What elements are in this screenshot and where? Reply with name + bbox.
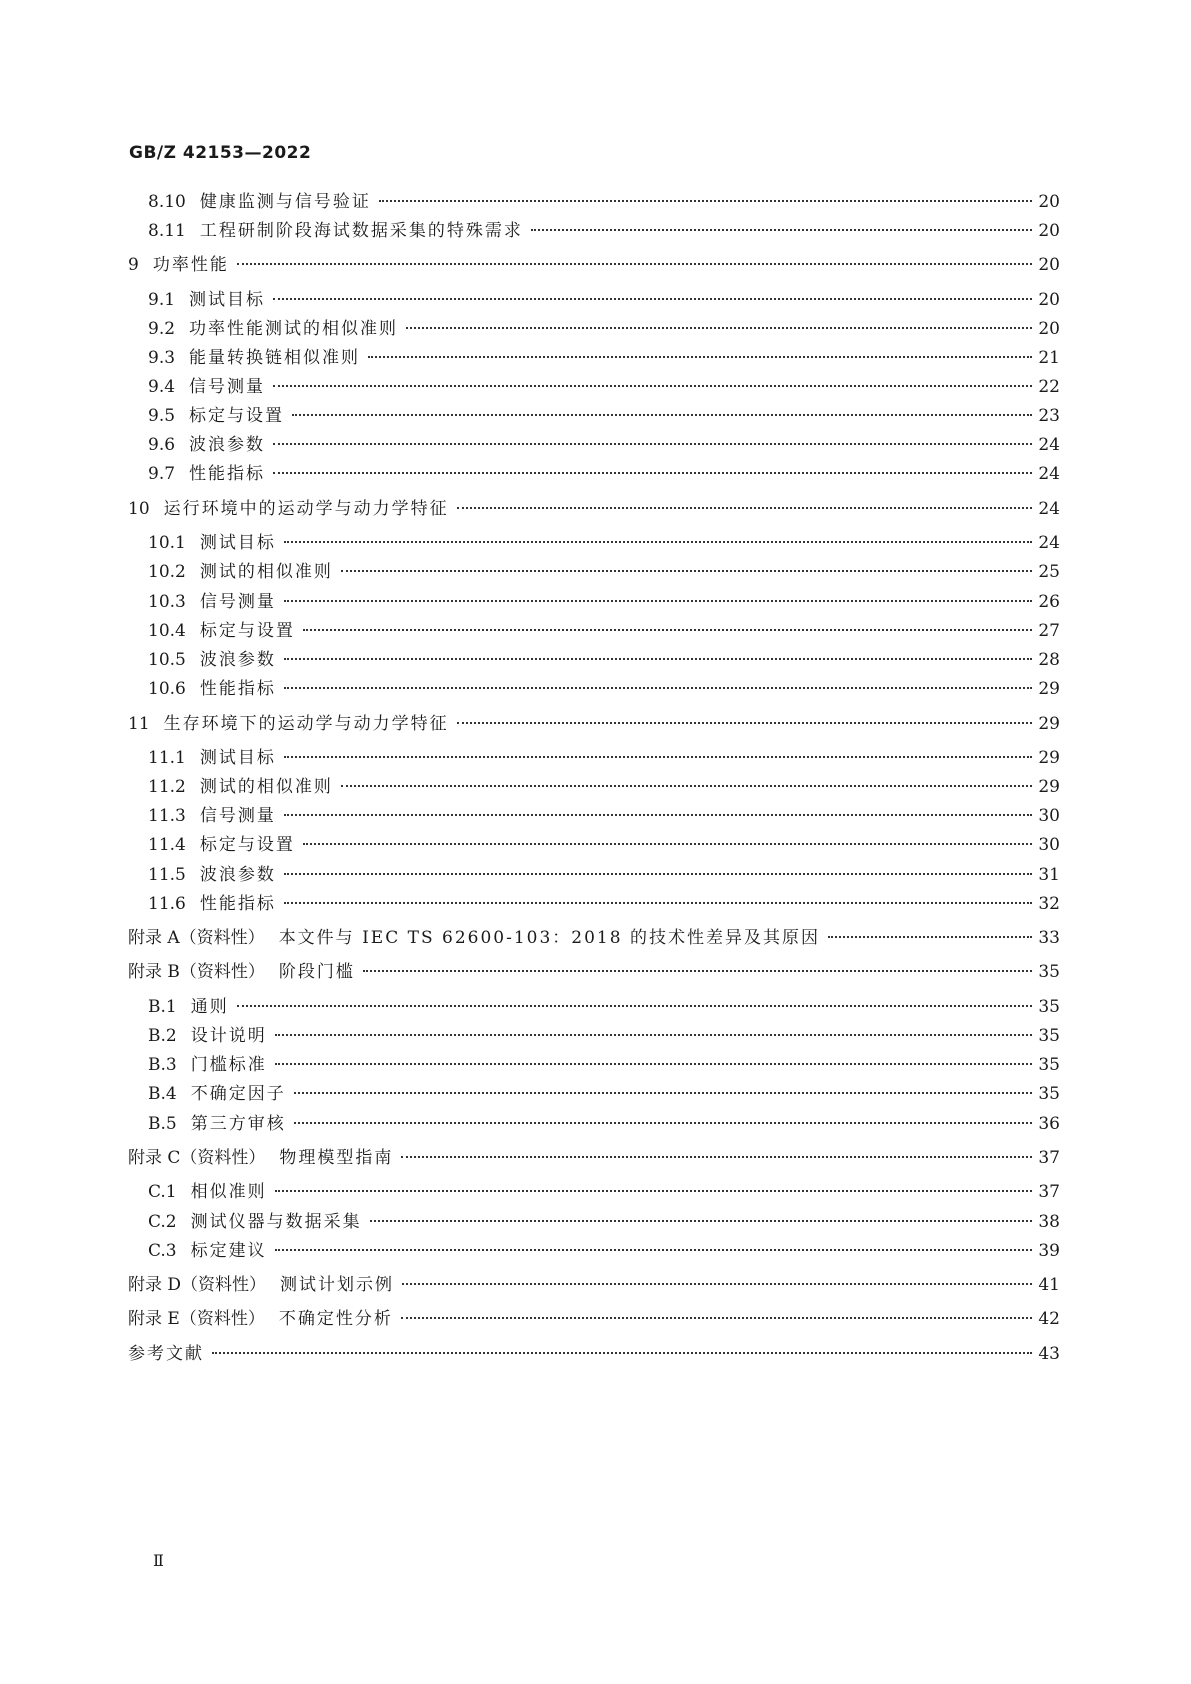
toc-entry-page: 28 [1038, 650, 1060, 670]
toc-leader-dots [284, 885, 1032, 909]
toc-entry-number: 10.3 [148, 592, 186, 612]
toc-entry-number: 9.2 [148, 319, 176, 339]
toc-entry-title: 设计说明 [190, 1026, 267, 1046]
toc-leader-dots [402, 1266, 1032, 1290]
toc-leader-dots [341, 768, 1032, 792]
toc-entry-title: 门槛标准 [190, 1055, 267, 1075]
toc-entry[interactable] [148, 885, 1060, 914]
toc-entry-title: 参考文献 [128, 1344, 204, 1364]
toc-leader-dots [237, 246, 1032, 270]
toc-entry-title: 标定建议 [190, 1241, 267, 1261]
toc-entry-page: 31 [1038, 865, 1060, 885]
toc-entry-number: 11.3 [148, 806, 186, 826]
toc-entry-number: B.5 [148, 1114, 177, 1134]
toc-entry-page: 42 [1038, 1309, 1060, 1329]
document-code: GB/Z 42153—2022 [129, 143, 312, 163]
toc-entry[interactable] [148, 1232, 1060, 1261]
toc-entry[interactable] [148, 368, 1060, 397]
toc-entry-page: 20 [1038, 221, 1060, 241]
toc-leader-dots [275, 1046, 1032, 1070]
toc-entry-title: 性能指标 [199, 894, 276, 914]
toc-entry[interactable] [128, 490, 1060, 519]
toc-entry[interactable] [148, 988, 1060, 1017]
toc-entry-page: 32 [1038, 894, 1060, 914]
toc-entry-title: 标定与设置 [199, 621, 295, 641]
toc-entry[interactable] [128, 953, 1060, 982]
toc-entry-page: 27 [1038, 621, 1060, 641]
toc-leader-dots [406, 310, 1032, 334]
toc-entry-number: B.2 [148, 1026, 177, 1046]
toc-entry-title: 功率性能测试的相似准则 [189, 319, 399, 339]
toc-entry-page: 35 [1038, 1084, 1060, 1104]
toc-entry-number: C.3 [148, 1241, 177, 1261]
toc-entry-number: 9.3 [148, 348, 176, 368]
toc-entry-title: 不确定因子 [190, 1084, 286, 1104]
toc-leader-dots [828, 919, 1032, 943]
toc-entry-title: 测试目标 [189, 290, 266, 310]
toc-entry-page: 29 [1038, 777, 1060, 797]
toc-entry-page: 36 [1038, 1114, 1060, 1134]
toc-entry-page: 43 [1038, 1344, 1060, 1364]
toc-entry-page: 23 [1038, 406, 1060, 426]
toc-entry-page: 20 [1038, 192, 1060, 212]
toc-entry-page: 21 [1038, 348, 1060, 368]
toc-entry-number: 8.10 [148, 192, 186, 212]
toc-entry-page: 37 [1038, 1148, 1060, 1168]
toc-leader-dots [273, 368, 1032, 392]
toc-entry[interactable] [148, 1017, 1060, 1046]
toc-entry[interactable] [148, 612, 1060, 641]
toc-leader-dots [531, 212, 1032, 236]
toc-entry-page: 24 [1038, 533, 1060, 553]
toc-leader-dots [284, 856, 1032, 880]
toc-leader-dots [237, 988, 1032, 1012]
toc-entry-number: B.3 [148, 1055, 177, 1075]
toc-entry-title: 运行环境中的运动学与动力学特征 [163, 499, 449, 519]
toc-entry-page: 22 [1038, 377, 1060, 397]
toc-entry-number: 11.5 [148, 865, 186, 885]
toc-entry-number: 11.2 [148, 777, 186, 797]
toc-entry-number: 9.5 [148, 406, 176, 426]
toc-entry[interactable] [148, 553, 1060, 582]
toc-entry-title: 波浪参数 [199, 865, 276, 885]
toc-entry-title: 测试的相似准则 [199, 777, 333, 797]
toc-entry[interactable] [148, 739, 1060, 768]
toc-leader-dots [303, 826, 1032, 850]
toc-leader-dots [341, 553, 1032, 577]
toc-entry-title: 波浪参数 [199, 650, 276, 670]
toc-leader-dots [401, 1139, 1032, 1163]
toc-leader-dots [275, 1017, 1032, 1041]
toc-entry-page: 39 [1038, 1241, 1060, 1261]
toc-entry-number: 9.4 [148, 377, 176, 397]
toc-entry-page: 41 [1038, 1275, 1060, 1295]
toc-entry-page: 30 [1038, 806, 1060, 826]
toc-entry-title: 能量转换链相似准则 [189, 348, 361, 368]
toc-entry-title: 信号测量 [199, 592, 276, 612]
toc-entry[interactable] [148, 212, 1060, 241]
toc-entry-page: 33 [1038, 928, 1060, 948]
toc-entry-title: 测试的相似准则 [199, 562, 333, 582]
toc-entry-title: 标定与设置 [189, 406, 285, 426]
toc-entry-number: 11.1 [148, 748, 186, 768]
toc-entry[interactable] [148, 826, 1060, 855]
toc-entry-page: 29 [1038, 679, 1060, 699]
toc-entry[interactable] [148, 339, 1060, 368]
toc-entry[interactable] [128, 919, 1060, 948]
toc-entry[interactable] [128, 1300, 1060, 1329]
toc-entry-title: 通则 [190, 997, 229, 1017]
toc-entry-page: 35 [1038, 997, 1060, 1017]
toc-entry-page: 37 [1038, 1182, 1060, 1202]
toc-entry-number: 11.6 [148, 894, 186, 914]
toc-entry-number: 10.4 [148, 621, 186, 641]
toc-entry-number: 9.7 [148, 464, 176, 484]
toc-leader-dots [294, 1105, 1032, 1129]
toc-entry-page: 24 [1038, 464, 1060, 484]
toc-entry-title: 性能指标 [199, 679, 276, 699]
toc-entry[interactable] [128, 705, 1060, 734]
toc-entry[interactable] [148, 1046, 1060, 1075]
toc-entry-number: 9.6 [148, 435, 176, 455]
toc-entry[interactable] [128, 1335, 1060, 1364]
toc-entry-number: 附录 E（资料性） [128, 1309, 265, 1329]
toc-entry-title: 生存环境下的运动学与动力学特征 [163, 714, 449, 734]
toc-entry[interactable] [128, 1139, 1060, 1168]
toc-entry[interactable] [148, 1173, 1060, 1202]
toc-entry-number: 9 [128, 255, 139, 275]
toc-entry-page: 20 [1038, 290, 1060, 310]
toc-entry-number: 10.2 [148, 562, 186, 582]
toc-entry-page: 35 [1038, 1026, 1060, 1046]
toc-leader-dots [368, 339, 1032, 363]
toc-leader-dots [292, 397, 1032, 421]
toc-leader-dots [284, 583, 1032, 607]
toc-entry-number: 附录 C（资料性） [128, 1148, 266, 1168]
toc-entry-title: 性能指标 [189, 464, 266, 484]
toc-entry[interactable] [148, 524, 1060, 553]
toc-leader-dots [284, 739, 1032, 763]
toc-entry-number: 10.6 [148, 679, 186, 699]
toc-entry[interactable] [148, 455, 1060, 484]
toc-entry-number: B.1 [148, 997, 177, 1017]
page-number: Ⅱ [153, 1551, 164, 1570]
toc-leader-dots [275, 1232, 1032, 1256]
toc-entry-page: 24 [1038, 435, 1060, 455]
toc-entry-title: 功率性能 [152, 255, 229, 275]
toc-entry[interactable] [128, 1266, 1060, 1295]
toc-entry-title: 波浪参数 [189, 435, 266, 455]
toc-entry[interactable] [148, 426, 1060, 455]
toc-entry-title: 测试目标 [199, 533, 276, 553]
toc-entry-title: 标定与设置 [199, 835, 295, 855]
toc-entry-number: 9.1 [148, 290, 176, 310]
toc-entry-page: 38 [1038, 1212, 1060, 1232]
toc-entry-title: 不确定性分析 [278, 1309, 393, 1329]
toc-entry-title: 健康监测与信号验证 [199, 192, 371, 212]
toc-entry-page: 25 [1038, 562, 1060, 582]
toc-leader-dots [284, 524, 1032, 548]
toc-entry[interactable] [148, 856, 1060, 885]
toc-entry[interactable] [148, 768, 1060, 797]
toc-entry-page: 30 [1038, 835, 1060, 855]
toc-entry-page: 26 [1038, 592, 1060, 612]
toc-entry-page: 20 [1038, 255, 1060, 275]
toc-entry-page: 29 [1038, 714, 1060, 734]
toc-entry[interactable] [128, 246, 1060, 275]
toc-entry-number: 10 [128, 499, 150, 519]
toc-entry[interactable] [148, 797, 1060, 826]
toc-entry-title: 本文件与 IEC TS 62600-103：2018 的技术性差异及其原因 [278, 928, 820, 948]
toc-entry-title: 第三方审核 [190, 1114, 286, 1134]
toc-entry[interactable] [148, 1203, 1060, 1232]
toc-leader-dots [401, 1300, 1032, 1324]
toc-entry-title: 测试计划示例 [280, 1275, 395, 1295]
toc-leader-dots [303, 612, 1032, 636]
toc-leader-dots [212, 1335, 1032, 1359]
toc-entry-title: 阶段门槛 [278, 962, 355, 982]
toc-entry[interactable] [148, 583, 1060, 612]
toc-leader-dots [457, 490, 1032, 514]
toc-entry[interactable] [148, 397, 1060, 426]
toc-entry[interactable] [148, 1105, 1060, 1134]
toc-leader-dots [457, 705, 1032, 729]
toc-entry-title: 信号测量 [189, 377, 266, 397]
toc-leader-dots [370, 1203, 1032, 1227]
toc-entry-number: 附录 B（资料性） [128, 962, 265, 982]
toc-leader-dots [273, 455, 1032, 479]
toc-leader-dots [273, 281, 1032, 305]
toc-entry-title: 测试目标 [199, 748, 276, 768]
toc-leader-dots [363, 953, 1032, 977]
toc-entry-number: 10.5 [148, 650, 186, 670]
toc-entry-title: 信号测量 [199, 806, 276, 826]
toc-entry-page: 24 [1038, 499, 1060, 519]
toc-entry-title: 测试仪器与数据采集 [190, 1212, 362, 1232]
toc-entry-number: C.2 [148, 1212, 177, 1232]
toc-entry-number: B.4 [148, 1084, 177, 1104]
toc-leader-dots [284, 797, 1032, 821]
toc-leader-dots [273, 426, 1032, 450]
toc-entry[interactable] [148, 1075, 1060, 1104]
toc-leader-dots [294, 1075, 1032, 1099]
toc-entry-number: 11 [128, 714, 150, 734]
toc-leader-dots [284, 641, 1032, 665]
toc-entry-number: 11.4 [148, 835, 186, 855]
toc-entry-number: C.1 [148, 1182, 177, 1202]
toc-entry[interactable] [148, 670, 1060, 699]
toc-leader-dots [284, 670, 1032, 694]
toc-entry-number: 附录 A（资料性） [128, 928, 265, 948]
toc-entry-title: 相似准则 [190, 1182, 267, 1202]
toc-entry[interactable] [148, 183, 1060, 212]
toc-entry-page: 35 [1038, 962, 1060, 982]
toc-entry-number: 10.1 [148, 533, 186, 553]
toc-entry-number: 附录 D（资料性） [128, 1275, 267, 1295]
toc-entry[interactable] [148, 310, 1060, 339]
toc-entry-page: 20 [1038, 319, 1060, 339]
toc-leader-dots [275, 1173, 1032, 1197]
toc-leader-dots [379, 183, 1032, 207]
toc-entry-title: 工程研制阶段海试数据采集的特殊需求 [199, 221, 523, 241]
toc-entry-number: 8.11 [148, 221, 186, 241]
toc-entry[interactable] [148, 281, 1060, 310]
toc-entry-page: 29 [1038, 748, 1060, 768]
toc-entry[interactable] [148, 641, 1060, 670]
toc-entry-page: 35 [1038, 1055, 1060, 1075]
toc-entry-title: 物理模型指南 [279, 1148, 394, 1168]
